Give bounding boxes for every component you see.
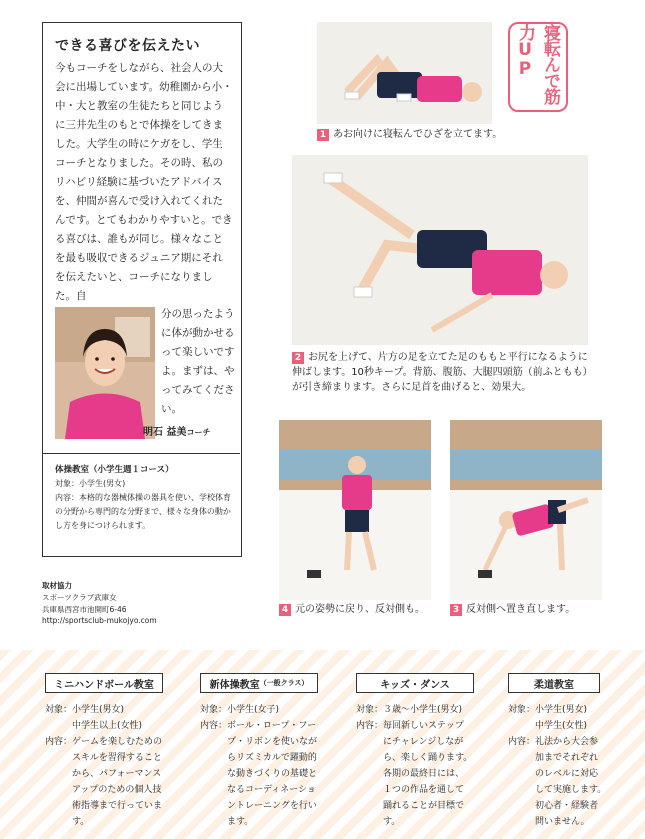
coach-name-text: 明石 益美 (143, 427, 187, 438)
step-4-text: 元の姿勢に戻り、反対側も。 (295, 604, 425, 615)
section-rhythmic-text: 対象：小学生(女子) 内容：ボール・ロープ・フー プ・リボンを使いなが らリズミカルで躍動的 な動きづくりの基礎と なるコーディネーショ ントレーニングを行い ます。 (200, 705, 318, 827)
step-3-photo (450, 420, 602, 600)
section-rhythmic-title (200, 673, 318, 693)
column-box (42, 22, 242, 557)
section-rhythmic-title-text: 新体操教室 (209, 679, 260, 691)
step-2-photo (292, 155, 588, 345)
class-heading: 体操教室（小学生週１コース） (55, 465, 174, 475)
class-target: 対象：小学生(男女) (55, 479, 126, 488)
step-1-caption (317, 127, 502, 142)
step-3-text: 反対側へ置き直します。 (466, 604, 576, 615)
step-3-caption (450, 602, 575, 617)
step-4-photo (279, 420, 431, 600)
column-body: 今もコーチをしながら、社会人の大会に出場しています。幼稚園から小・中・大と教室の生徒たちと同じように三井先生のもとで体操をしてきました。大学生の時にケガをし、学生コーチとなりました。その時、私のリハビリ経験に基づいたアドバイスを、仲間が喜んで受け入れてくれたんです。とてもわかりやすいと。できる喜びは、誰もが同じ。様々なことを最も吸収できるジュニア期にそれを伝えたいと、コーチになりました。自 (55, 62, 233, 302)
step-4-number: 4 (279, 604, 291, 616)
section-handball-text: 対象：小学生(男女) 中学生以上(女性) 内容：ゲームを楽しむための スキルを習得すること から、パフォーマンス アップのための個人技 術指導まで行っていま す。 (45, 705, 163, 827)
class-content: 内容：本格的な器械体操の器具を使い、学校体育の分野から専門的な分野まで、様々な身体の動かし方を身につけられます。 (55, 493, 231, 530)
step-2-number: 2 (292, 352, 304, 364)
section-dance-title: キッズ・ダンス (356, 673, 474, 693)
section-judo-title: 柔道教室 (508, 673, 600, 693)
step-4-caption (279, 602, 425, 617)
section-judo-text: 対象：小学生(男女) 中学生(女性) 内容：礼法から大会参 加までそれぞれ のレベルに対応 して実施します。 初心者・経験者 問いません。 (508, 705, 607, 827)
coach-role: コーチ (186, 428, 211, 437)
badge: 寝転んで筋力UP (508, 22, 568, 112)
credit-address: 兵庫県西宮市池開町6-46 (42, 605, 127, 614)
section-handball-title: ミニハンドボール教室 (45, 673, 163, 693)
coach-name (143, 423, 210, 438)
step-1-photo (317, 22, 492, 124)
column-divider (43, 453, 240, 454)
credit-org: スポーツクラブ武庫女 (42, 593, 117, 602)
step-3-number: 3 (450, 604, 462, 616)
step-2-caption (292, 350, 592, 395)
coach-photo (55, 307, 155, 439)
section-rhythmic-title-sub: （一般クラス） (259, 679, 309, 687)
column-body-continued: 分の思ったように体が動かせるって楽しいですよ。まずは、やってみてください。 (161, 308, 235, 415)
step-1-number: 1 (317, 129, 329, 141)
credit-url[interactable]: http://sportsclub-mukojyo.com (42, 616, 157, 625)
section-dance-text: 対象：３歳〜小学生(男女) 内容：毎回新しいステップ にチャレンジしなが ら、楽しく踊ります。 各期の最終日には、 １つの作品を通して 踊れることが目標で す。 (356, 705, 473, 827)
credit-heading: 取材協力 (42, 581, 72, 590)
column-title: できる喜びを伝えたい (55, 38, 200, 54)
step-1-text: あお向けに寝転んでひざを立てます。 (333, 129, 503, 140)
step-2-text: お尻を上げて、片方の足を立てた足のももと平行になるように伸ばします。10秒キープ。背筋、腹筋、大腿四頭筋（前ふともも）が引き締まります。さらに足首を曲げると、効果大。 (292, 352, 588, 393)
